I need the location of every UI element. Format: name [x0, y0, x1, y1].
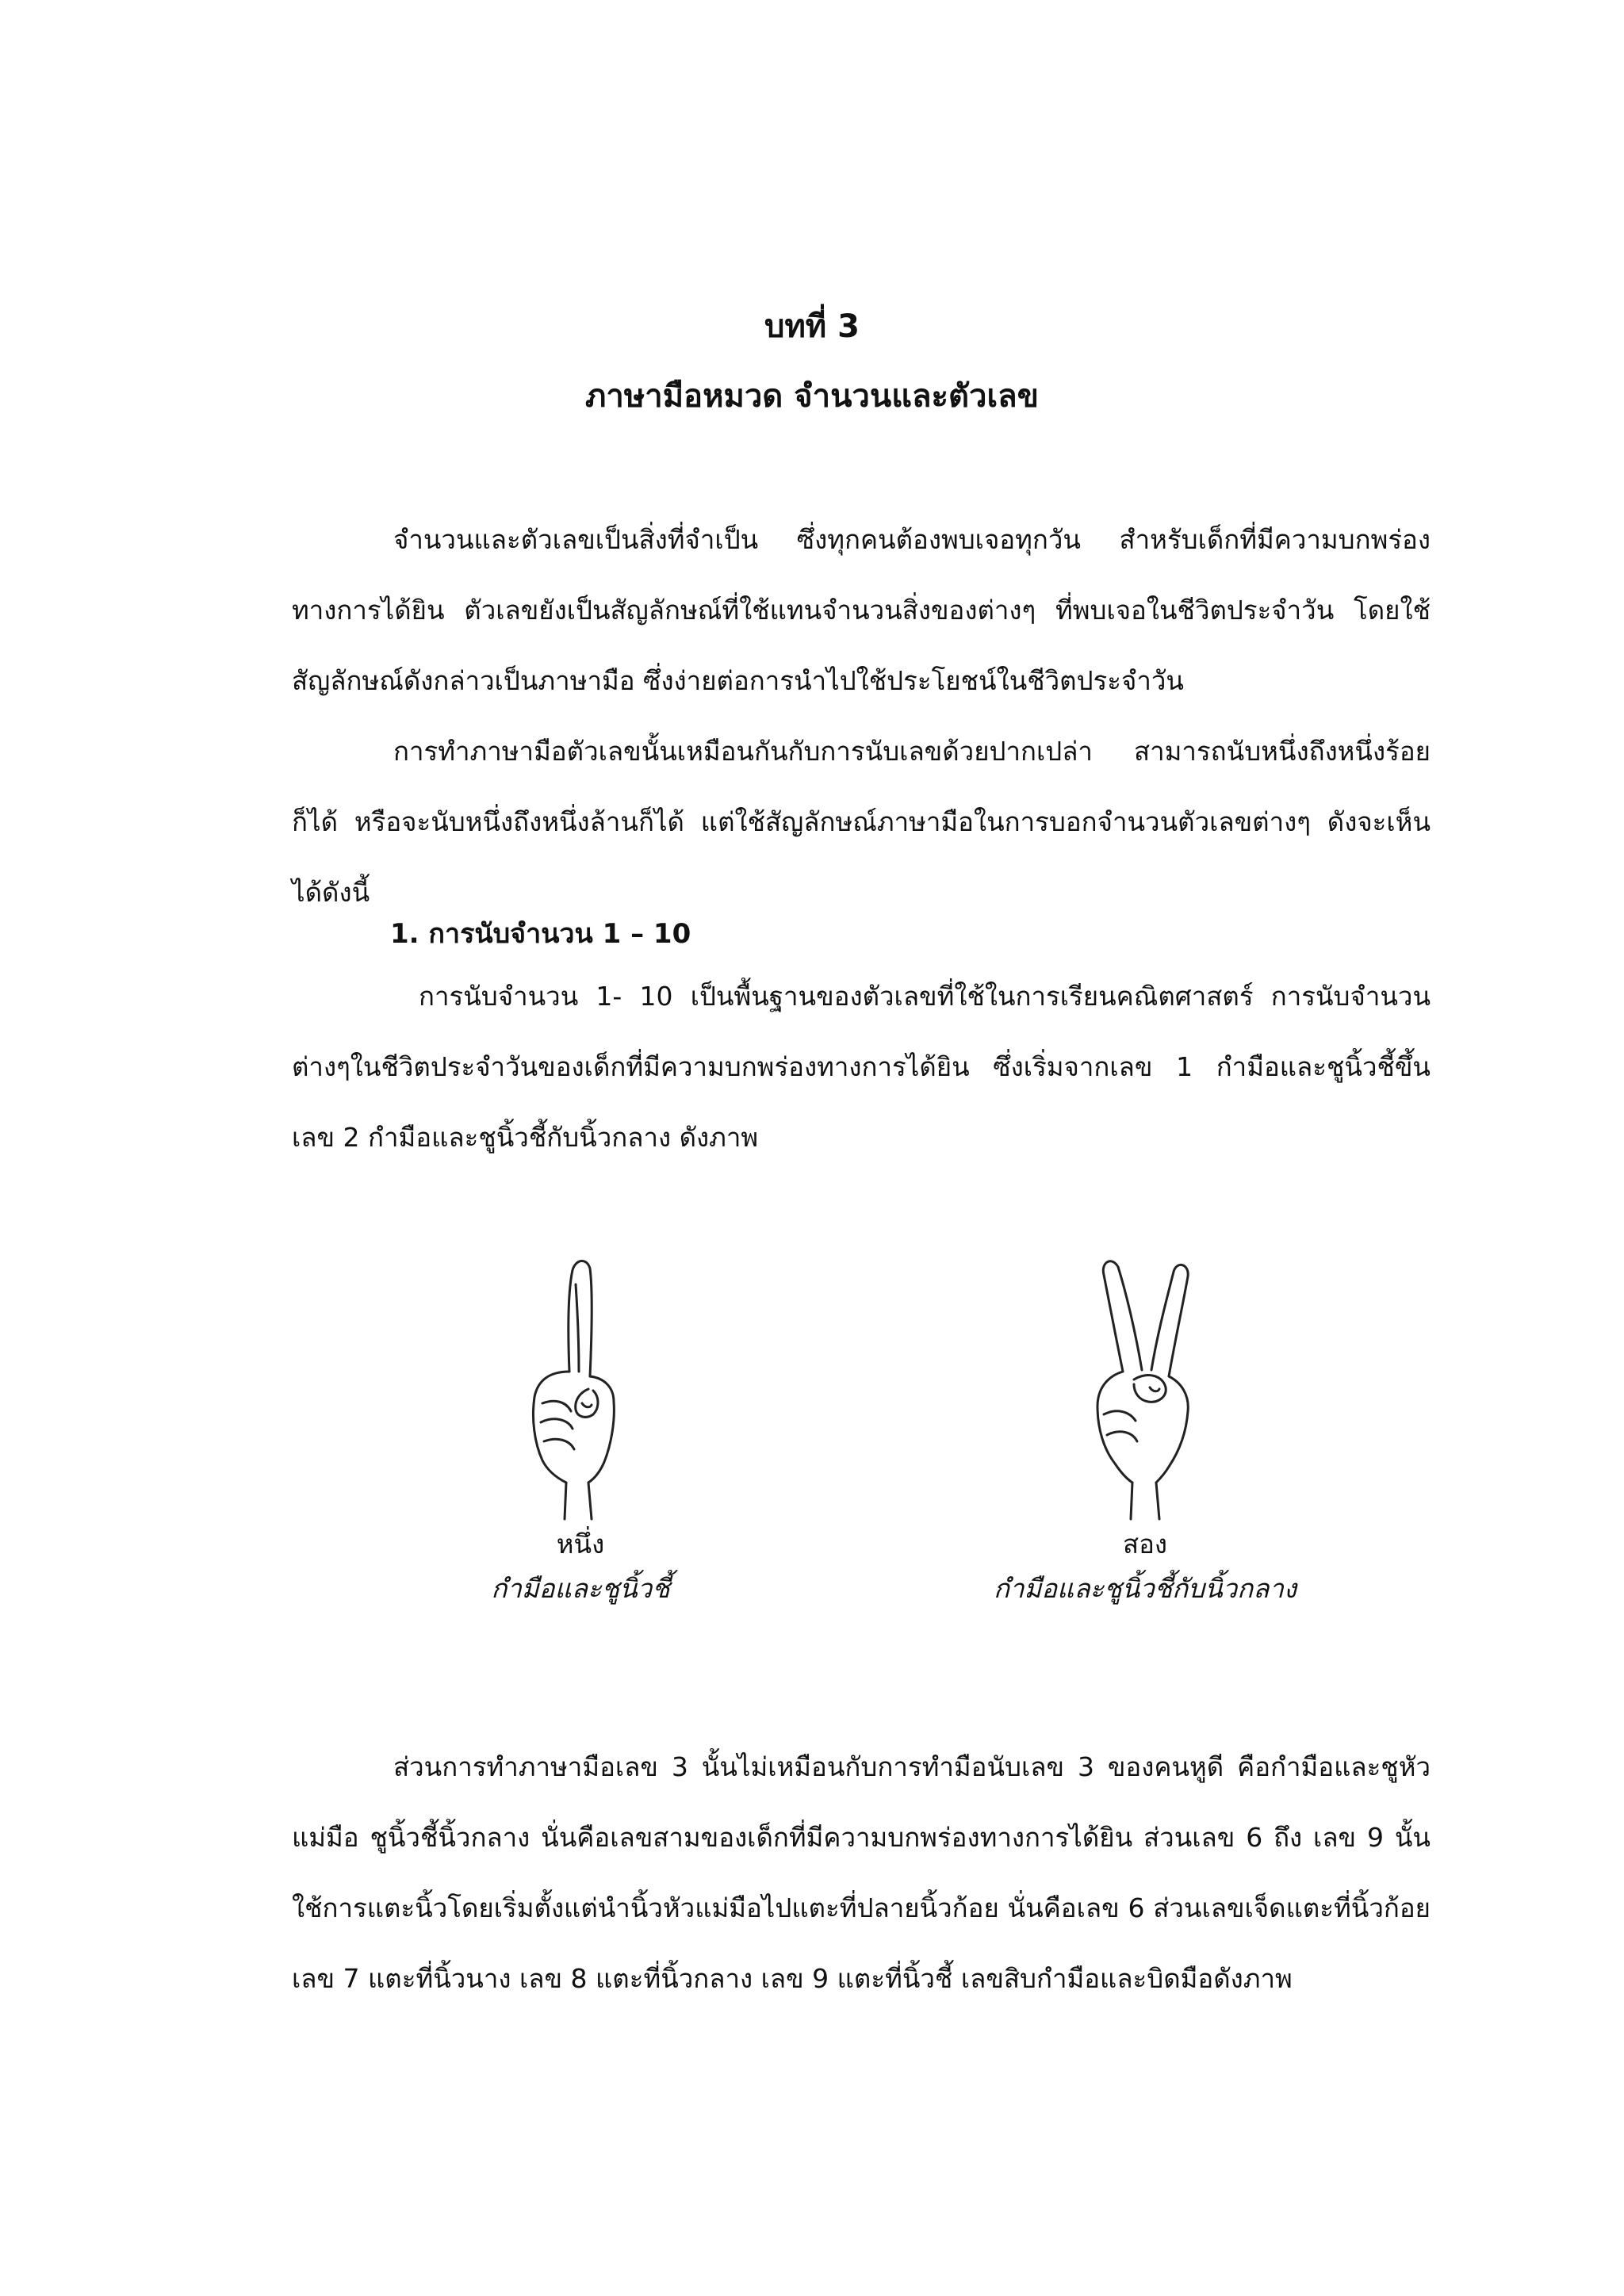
figure-two [907, 1253, 1383, 1611]
section-paragraph-text: การนับจำนวน 1- 10 เป็นพื้นฐานของตัวเลขที่ใช้ในการเรียนคณิตศาสตร์ การนับจำนวนต่างๆในชีวิตประจำวันของเด็กที่มีความบกพร่องทางการได้ยิน ซึ่งเริ่มจากเลข 1 กำมือและชูนิ้วชี้ขึ้น เลข 2 กำมือและชูนิ้วชี้กับนิ้วกลาง ดังภาพ [292, 981, 1431, 1153]
intro-paragraph-2 [292, 716, 1431, 928]
figure-one-label: หนึ่ง [556, 1529, 605, 1559]
chapter-title: ภาษามือหมวด จำนวนและตัวเลข [585, 378, 1039, 415]
hand-two-fingers-icon [1058, 1253, 1232, 1522]
figure-one [343, 1253, 818, 1611]
figure-two-caption: กำมือและชูนิ้วชี้กับนิ้วกลาง [993, 1573, 1297, 1604]
figure-one-caption: กำมือและชูนิ้วชี้ [491, 1573, 670, 1604]
intro-paragraph-1 [292, 504, 1431, 716]
closing-paragraph [292, 1732, 1431, 2014]
intro-paragraph-1-text: จำนวนและตัวเลขเป็นสิ่งที่จำเป็น ซึ่งทุกคนต้องพบเจอทุกวัน สำหรับเด็กที่มีความบกพร่องทางการได้ยิน ตัวเลขยังเป็นสัญลักษณ์ที่ใช้แทนจำนวนสิ่งของต่างๆ ที่พบเจอในชีวิตประจำวัน โดยใช้สัญลักษณ์ดังกล่าวเป็นภาษามือ ซึ่งง่ายต่อการนำไปใช้ประโยชน์ในชีวิตประจำวัน [292, 524, 1431, 696]
chapter-number: บทที่ 3 [764, 308, 860, 345]
figure-two-label: สอง [1122, 1529, 1168, 1559]
section-title: 1. การนับจำนวน 1 – 10 [390, 918, 691, 950]
closing-paragraph-text: ส่วนการทำภาษามือเลข 3 นั้นไม่เหมือนกับการทำมือนับเลข 3 ของคนหูดี คือกำมือและชูหัวแม่มือ ชูนิ้วชี้นิ้วกลาง นั่นคือเลขสามของเด็กที่มีความบกพร่องทางการได้ยิน ส่วนเลข 6 ถึง เลข 9 นั้นใช้การแตะนิ้วโดยเริ่มตั้งแต่นำนิ้วหัวแม่มือไปแตะที่ปลายนิ้วก้อย นั่นคือเลข 6 ส่วนเลขเจ็ดแตะที่นิ้วก้อย เลข 7 แตะที่นิ้วนาง เลข 8 แตะที่นิ้วกลาง เลข 9 แตะที่นิ้วชี้ เลขสิบกำมือและบิดมือดังภาพ [292, 1751, 1431, 1994]
hand-one-finger-icon [493, 1253, 668, 1522]
section-paragraph [292, 961, 1431, 1173]
intro-paragraph-2-text: การทำภาษามือตัวเลขนั้นเหมือนกันกับการนับเลขด้วยปากเปล่า สามารถนับหนึ่งถึงหนึ่งร้อยก็ได้ หรือจะนับหนึ่งถึงหนึ่งล้านก็ได้ แต่ใช้สัญลักษณ์ภาษามือในการบอกจำนวนตัวเลขต่างๆ ดังจะเห็นได้ดังนี้ [292, 736, 1431, 908]
